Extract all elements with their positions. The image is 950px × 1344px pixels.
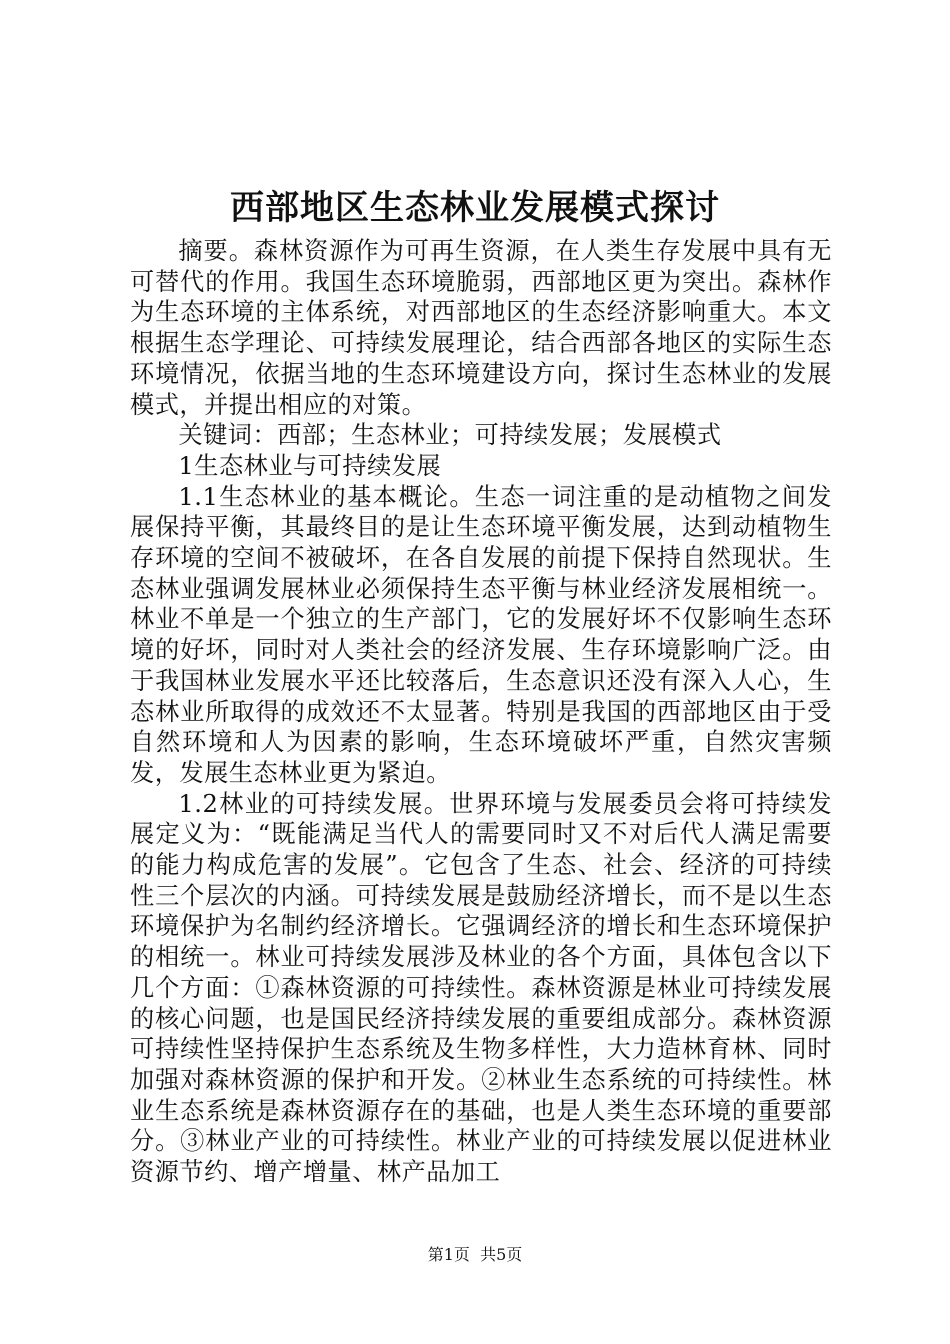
body-paragraph: 1.2林业的可持续发展。世界环境与发展委员会将可持续发展定义为：“既能满足当代人的需要同时又不对后代人满足需要的能力构成危害的发展”。它包含了生态、社会、经济的可持续性三个层次的内涵。可持续发展是鼓励经济增长，而不是以生态环境保护为名制约经济增长。它强调经济的增长和生态环境保护的相统一。林业可持续发展涉及林业的各个方面，具体包含以下几个方面：①森林资源的可持续性。森林资源是林业可持续发展的核心问题，也是国民经济持续发展的重要组成部分。森林资源可持续性坚持保护生态系统及生物多样性，大力造林育林、同时加强对森林资源的保护和开发。②林业生态系统的可持续性。林业生态系统是森林资源存在的基础，也是人类生态环境的重要部分。③林业产业的可持续性。林业产业的可持续发展以促进林业资源节约、增产增量、林产品加工 [130,789,832,1187]
abstract-paragraph: 摘要。森林资源作为可再生资源，在人类生存发展中具有无可替代的作用。我国生态环境脆弱，西部地区更为突出。森林作为生态环境的主体系统，对西部地区的生态经济影响重大。本文根据生态学理论、可持续发展理论，结合西部各地区的实际生态环境情况，依据当地的生态环境建设方向，探讨生态林业的发展模式，并提出相应的对策。 [130,237,832,419]
document-title: 西部地区生态林业发展模式探讨 [230,188,720,228]
total-pages: 共5页 [480,1245,523,1264]
document-body [130,236,832,1188]
body-paragraph: 1.1生态林业的基本概论。生态一词注重的是动植物之间发展保持平衡，其最终目的是让生态环境平衡发展，达到动植物生存环境的空间不被破坏，在各自发展的前提下保持自然现状。生态林业强调发展林业必须保持生态平衡与林业经济发展相统一。林业不单是一个独立的生产部门，它的发展好坏不仅影响生态环境的好坏，同时对人类社会的经济发展、生存环境影响广泛。由于我国林业发展水平还比较落后，生态意识还没有深入人心，生态林业所取得的成效还不太显著。特别是我国的西部地区由于受自然环境和人为因素的影响，生态环境破坏严重，自然灾害频发，发展生态林业更为紧迫。 [130,482,832,787]
section-heading: 1生态林业与可持续发展 [178,451,442,480]
page-footer [0,1244,950,1266]
keywords-paragraph: 关键词：西部；生态林业；可持续发展；发展模式 [178,421,722,450]
footer-separator [470,1245,480,1264]
page-number: 第1页 [427,1245,470,1264]
